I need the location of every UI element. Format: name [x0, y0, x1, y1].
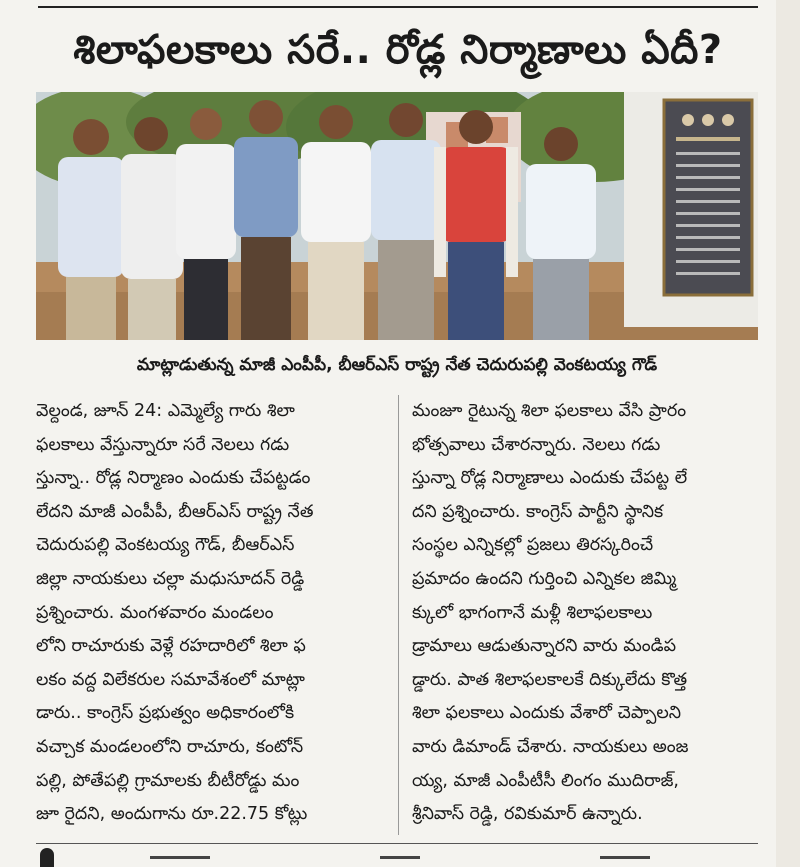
news-photo [36, 92, 758, 340]
article-line: డ్రామాలు ఆడుతున్నారని వారు మండిప [412, 636, 677, 657]
article-line: సంస్థల ఎన్నికల్లో ప్రజలు తిరస్కరించే [412, 535, 654, 556]
article-line: ఫలకాలు వేస్తున్నారూ సరే నెలలు గడు [36, 434, 290, 455]
photo-caption: మాట్లాడుతున్న మాజీ ఎంపీపీ, బీఆర్ఎస్ రాష్ట్ర నేత చెదురుపల్లి వెంకటయ్య గౌడ్ [136, 355, 658, 375]
article-line: భోత్సవాలు చేశారన్నారు. నెలలు గడు [412, 434, 661, 455]
headline: శిలాఫలకాలు సరే.. రోడ్ల నిర్మాణాలు ఏదీ? [73, 27, 723, 73]
next-article-ink [150, 856, 210, 859]
top-rule [38, 6, 758, 8]
article-line: ప్రమాదం ఉందని గుర్తించి ఎన్నికల జిమ్మి [412, 568, 677, 589]
article-line: జూ రైదని, అందుగాను రూ.22.75 కోట్లు [36, 804, 308, 825]
article-line: వచ్చాక మండలంలోని రాచూరు, కంటోన్ [36, 736, 304, 757]
article-line: వెల్దండ, జూన్ 24: ఎమ్మెల్యే గారు శిలా [36, 401, 295, 421]
article-column-right [412, 395, 762, 832]
article-line: పల్లి, పోతేపల్లి గ్రామాలకు బీటీరోడ్డు మం [36, 770, 300, 791]
article-column-left [36, 395, 386, 832]
article-line: శ్రీనివాస్ రెడ్డి, రవికుమార్ ఉన్నారు. [412, 804, 643, 825]
article-line: శిలా ఫలకాలు ఎందుకు వేశారో చెప్పాలని [412, 703, 682, 724]
article-line: జిల్లా నాయకులు చల్లా మధుసూదన్ రెడ్డి [36, 568, 305, 589]
next-article-ink [600, 856, 650, 859]
article-line: లోని రాచూరుకు వెళ్లే రహదారిలో శిలా ఫ [36, 636, 306, 657]
article-line: లకం వద్ద విలేకరుల సమావేశంలో మాట్లా [36, 669, 305, 690]
article-line: క్కులో భాగంగానే మళ్లీ శిలాఫలకాలు [412, 602, 653, 623]
article-line: మంజూ రైటున్న శిలా ఫలకాలు వేసి ప్రారం [412, 401, 687, 421]
article-line: దని ప్రశ్నించారు. కాంగ్రెస్ పార్టీని స్థానిక [412, 501, 664, 522]
column-divider [398, 395, 399, 835]
next-article-fragment [40, 848, 54, 867]
article-line: య్య, మాజీ ఎంపీటీసీ లింగం ముదిరాజ్, [412, 770, 679, 791]
article-line: డ్డారు. పాత శిలాఫలకాలకే దిక్కులేదు కొత్త [412, 669, 688, 690]
article-line: లేదని మాజీ ఎంపీపీ, బీఆర్ఎస్ రాష్ట్ర నేత [36, 501, 314, 522]
article-line: వారు డిమాండ్ చేశారు. నాయకులు అంజ [412, 736, 689, 757]
article-line: స్తున్నా.. రోడ్ల నిర్మాణం ఎందుకు చేపట్టడం [36, 468, 311, 489]
article-line: డారు.. కాంగ్రెస్ ప్రభుత్వం అధికారంలోకి [36, 703, 295, 724]
bottom-rule [36, 843, 758, 844]
page-edge [776, 0, 800, 867]
article-line: స్తున్నా రోడ్ల నిర్మాణాలు ఎందుకు చేపట్ట లే [412, 468, 688, 489]
article-line: చెదురుపల్లి వెంకటయ్య గౌడ్, బీఆర్ఎస్ [36, 535, 295, 556]
memorial-plaque-icon [624, 92, 758, 327]
article-line: ప్రశ్నించారు. మంగళవారం మండలం [36, 602, 274, 623]
next-article-ink [380, 856, 420, 859]
